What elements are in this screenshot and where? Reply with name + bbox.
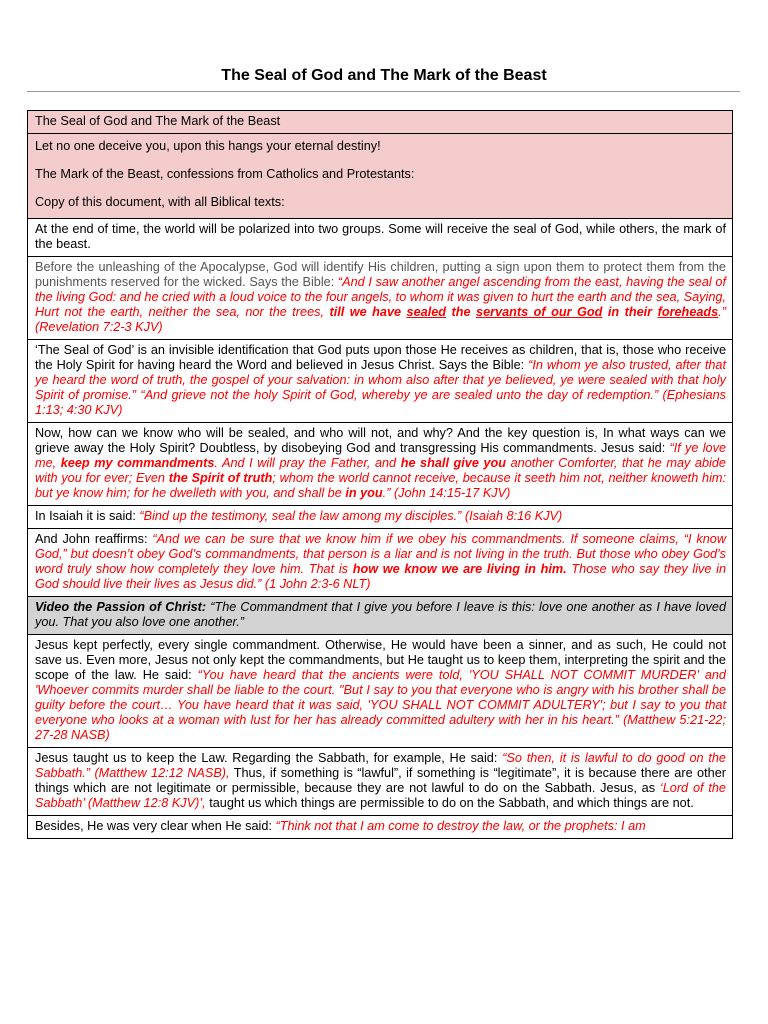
bible-quote-emphasis: the Spirit of truth: [168, 471, 273, 485]
paragraph-jesus-kept: [28, 635, 733, 748]
table-row: [28, 257, 733, 340]
paragraph-how-know: [28, 423, 733, 506]
paragraph-text: Jesus kept perfectly, every single commandment. Otherwise, He would have been a sinner, and as such, He could not save us. Even more, Jesus not only kept the commandments, but He taught us to keep them, interpreting the spirit and the scope of the law. He said:: [35, 638, 726, 682]
paragraph-isaiah: [28, 506, 733, 529]
bible-quote-emphasis: he shall give you: [400, 456, 507, 470]
bible-quote-emphasis: foreheads: [657, 305, 719, 319]
paragraph-video-passion: [28, 597, 733, 635]
bible-quote: another Comforter, that he may abide with you for ever; Even: [35, 456, 726, 485]
bible-quote: “And we can be sure that we know him if we obey his commandments. If someone claims, “I know God,” but doesn’t obey God’s commandments, that person is a liar and is not living in the truth. But those who obey God’s word truly show how completely they love him. That is: [35, 532, 726, 576]
bible-quote: “In whom ye also trusted, after that ye heard the word of truth, the gospel of your salvation: in whom also after that ye believed, ye were sealed with that holy Spirit of promise.” “And grieve not the holy Spirit of God, whereby ye are sealed unto the day of redemption.” (Ephesians 1:13; 4:30 KJV): [35, 358, 726, 417]
header-cell-title: [28, 111, 733, 134]
bible-quote: “And I saw another angel ascending from the east, having the seal of the living God: and he cried with a loud voice to the four angels, to whom it was given to hurt the earth and the sea, Saying, Hurt not the earth, neither the sea, nor the trees,: [35, 275, 726, 319]
bible-quote-emphasis: sealed: [406, 305, 447, 319]
paragraph-text: Besides, He was very clear when He said:: [35, 819, 276, 833]
header-cell-links: [28, 134, 733, 219]
bible-quote: ‘Lord of the Sabbath’ (Matthew 12:8 KJV)’,: [35, 781, 726, 810]
table-row: [28, 340, 733, 423]
table-row: [28, 134, 733, 219]
bible-quote-emphasis: keep my commandments: [60, 456, 215, 470]
paragraph-text: taught us which things are permissible to do on the Sabbath, and which things are not.: [205, 796, 694, 810]
bible-reference: .” (Revelation 7:2-3 KJV): [35, 305, 726, 334]
bible-quote: “You have heard that the ancients were told, 'YOU SHALL NOT COMMIT MURDER' and 'Whoever commits murder shall be liable to the court. "But I say to you that everyone who is angry with his brother shall be guilty before the court… You have heard that it was said, 'YOU SHALL NOT COMMIT ADULTERY'; but I say to you that everyone who looks at a woman with lust for her has already committed adultery with her in his heart.” (Matthew 5:21-22; 27-28 NASB): [35, 668, 726, 742]
bible-reference: .” (John 14:15-17 KJV): [382, 486, 511, 500]
table-row: [28, 219, 733, 257]
header-copy-link[interactable]: Copy of this document, with all Biblical texts:: [35, 195, 285, 209]
table-row: [28, 111, 733, 134]
video-quote: “The Commandment that I give you before I leave is this: love one another as I have loved you. That you also love one another.”: [35, 600, 727, 629]
bible-quote: ; whom the world cannot receive, because it seeth him not, neither knoweth him: but ye know him; for he dwelleth with you, and shall be: [35, 471, 726, 500]
bible-quote: Those who say they live in God should live their lives as Jesus did.” (1 John 2:3-6 NLT): [35, 562, 727, 591]
table-row: [28, 506, 733, 529]
header-warning-text: Let no one deceive you, upon this hangs your eternal destiny!: [35, 139, 381, 153]
paragraph-text: At the end of time, the world will be polarized into two groups. Some will receive the seal of God, while others, the mark of the beast.: [35, 222, 726, 251]
document-table: [27, 110, 733, 839]
page-title: The Seal of God and The Mark of the Beast: [221, 67, 547, 84]
bible-quote: “So then, it is lawful to do good on the Sabbath.” (Matthew 12:12 NASB),: [35, 751, 726, 780]
paragraph-seal-of-god: [28, 340, 733, 423]
paragraph-text: Before the unleashing of the Apocalypse, God will identify His children, putting a sign upon them to protect them from the punishments reserved for the wicked. Says the Bible:: [35, 260, 726, 289]
table-row: [28, 635, 733, 748]
paragraph-text: Jesus taught us to keep the Law. Regarding the Sabbath, for example, He said:: [35, 751, 503, 765]
bible-quote: “If ye love me,: [35, 441, 726, 470]
bible-quote: . And I will pray the Father, and: [214, 456, 401, 470]
bible-quote-emphasis: how we know we are living in him.: [352, 562, 567, 576]
bible-quote-emphasis: the: [446, 305, 477, 319]
paragraph-text: Thus, if something is “lawful”, if something is “legitimate”, it is because there are other things which are not legitimate or permissible, because they are not lawful to do on the Sabbath. Jesus, as: [35, 766, 726, 795]
title-divider: [27, 91, 740, 92]
bible-quote-emphasis: servants of our God: [476, 305, 603, 319]
paragraph-john: [28, 529, 733, 597]
paragraph-text: And John reaffirms:: [35, 532, 153, 546]
bible-quote: “Bind up the testimony, seal the law among my disciples.” (Isaiah 8:16 KJV): [139, 509, 563, 523]
table-row: [28, 748, 733, 816]
paragraph-text: ‘The Seal of God’ is an invisible identification that God puts upon those He receives as children, that is, those who receive the Holy Spirit for having heard the Word and believed in Jesus Christ. Says the Bible:: [35, 343, 726, 372]
paragraph-text: In Isaiah it is said:: [35, 509, 140, 523]
paragraph-apocalypse: [28, 257, 733, 340]
bible-quote-emphasis: in you: [345, 486, 383, 500]
paragraph-sabbath: [28, 748, 733, 816]
table-row: [28, 529, 733, 597]
bible-quote: “Think not that I am come to destroy the law, or the prophets: I am: [275, 819, 646, 833]
header-confessions-link[interactable]: The Mark of the Beast, confessions from Catholics and Protestants:: [35, 167, 415, 181]
bible-quote-emphasis: in their: [602, 305, 658, 319]
paragraph-polarized: [28, 219, 733, 257]
paragraph-besides: [28, 816, 733, 839]
video-link[interactable]: Video the Passion of Christ:: [35, 600, 207, 614]
bible-quote-emphasis: till we have: [329, 305, 402, 319]
table-row: [28, 816, 733, 839]
table-row: [28, 597, 733, 635]
header-title-text: The Seal of God and The Mark of the Beast: [35, 114, 281, 128]
table-row: [28, 423, 733, 506]
paragraph-text: Now, how can we know who will be sealed, and who will not, and why? And the key question is, In what ways can we grieve away the Holy Spirit? Doubtless, by disobeying God and transgressing His commandments. Jesus said:: [35, 426, 726, 455]
